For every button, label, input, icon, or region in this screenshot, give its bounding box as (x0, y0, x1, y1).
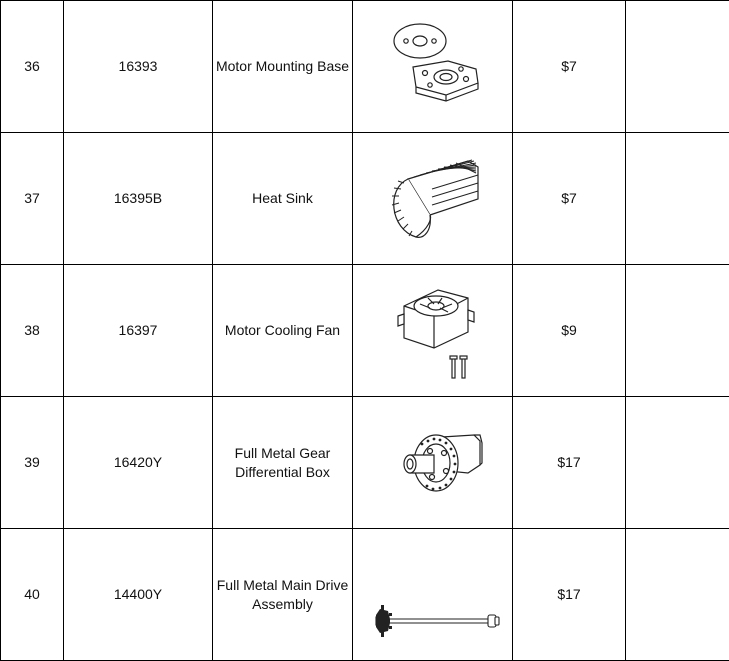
heat-sink-icon (368, 149, 498, 249)
price: $7 (513, 133, 626, 265)
part-code: 16393 (64, 1, 213, 133)
part-image-cell (353, 1, 513, 133)
part-image-cell (353, 133, 513, 265)
part-code: 16397 (64, 265, 213, 397)
motor-mounting-base-icon (368, 17, 498, 117)
extra-cell (626, 133, 729, 265)
table-row (1, 133, 729, 265)
part-name: Heat Sink (213, 133, 353, 265)
item-number: 40 (1, 529, 64, 661)
extra-cell (626, 397, 729, 529)
differential-box-icon (368, 413, 498, 513)
main-drive-assembly-icon (354, 535, 512, 655)
part-image-cell (353, 529, 513, 661)
extra-cell (626, 265, 729, 397)
price: $7 (513, 1, 626, 133)
price: $9 (513, 265, 626, 397)
part-image-cell (353, 397, 513, 529)
item-number: 39 (1, 397, 64, 529)
item-number: 36 (1, 1, 64, 133)
extra-cell (626, 529, 729, 661)
part-name: Motor Cooling Fan (213, 265, 353, 397)
table-row (1, 529, 729, 661)
part-name: Full Metal Gear Differential Box (213, 397, 353, 529)
extra-cell (626, 1, 729, 133)
part-name: Full Metal Main Drive Assembly (213, 529, 353, 661)
price: $17 (513, 529, 626, 661)
item-number: 38 (1, 265, 64, 397)
table-row (1, 265, 729, 397)
motor-cooling-fan-icon (368, 276, 498, 386)
part-code: 16420Y (64, 397, 213, 529)
part-code: 14400Y (64, 529, 213, 661)
table-row (1, 1, 729, 133)
part-image-cell (353, 265, 513, 397)
item-number: 37 (1, 133, 64, 265)
part-code: 16395B (64, 133, 213, 265)
part-name: Motor Mounting Base (213, 1, 353, 133)
table-row (1, 397, 729, 529)
price: $17 (513, 397, 626, 529)
